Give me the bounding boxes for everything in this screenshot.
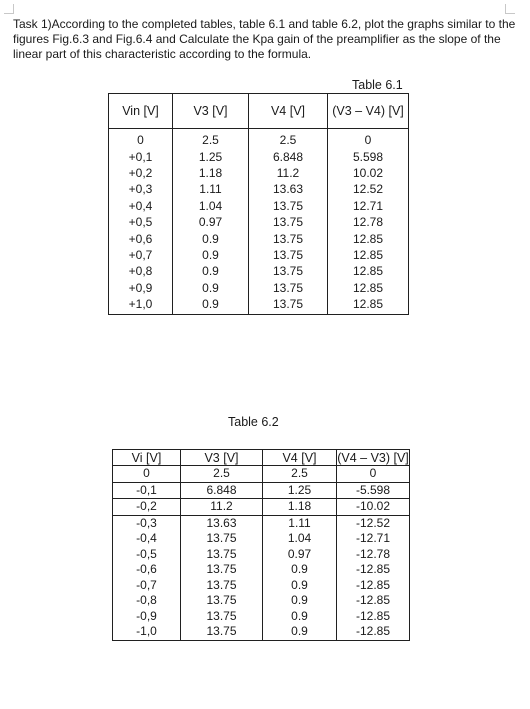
table-cell: -12.85 (337, 624, 410, 640)
table-cell: 10.02 (328, 165, 409, 181)
table-6-1-caption: Table 6.1 (352, 78, 403, 92)
table-row (109, 198, 409, 214)
table-cell: +0,1 (109, 148, 173, 164)
table-cell: -12.78 (337, 547, 410, 563)
table-cell: 2.5 (181, 466, 263, 483)
table-cell: 0.9 (173, 230, 249, 246)
table-cell: 0 (337, 466, 410, 483)
table-cell: 13.75 (249, 214, 328, 230)
table-6-2 (112, 449, 410, 641)
table-row (113, 562, 410, 578)
table-row (109, 129, 409, 149)
table-row (113, 609, 410, 625)
table-row (109, 181, 409, 197)
table-cell: 0.9 (173, 296, 249, 315)
table-cell: 1.25 (263, 482, 337, 499)
table-cell: -12.85 (337, 593, 410, 609)
table-cell: 0.9 (263, 624, 337, 640)
table-cell: 12.85 (328, 263, 409, 279)
table-cell: 12.52 (328, 181, 409, 197)
table-cell: 0.9 (263, 562, 337, 578)
table-cell: 0.9 (263, 593, 337, 609)
table-cell: 5.598 (328, 148, 409, 164)
header-cell: (V4 – V3) [V] (337, 450, 409, 465)
table-cell: 12.85 (328, 280, 409, 296)
table-row (113, 547, 410, 563)
table-cell: 2.5 (173, 129, 249, 149)
table-cell: -12.85 (337, 609, 410, 625)
table-cell: 12.85 (328, 230, 409, 246)
table-cell: 0 (328, 129, 409, 149)
header-cell: V4 [V] (263, 450, 337, 466)
table-cell: -0,8 (113, 593, 181, 609)
table-cell: -10.02 (337, 499, 410, 516)
table-cell: 0.9 (263, 578, 337, 594)
table-cell: 13.75 (181, 562, 263, 578)
table-cell: -0,4 (113, 531, 181, 547)
task-description: Task 1)According to the completed tables, table 6.1 and table 6.2, plot the graphs similar to the figures Fig.6.3 and Fig.6.4 and Calculate the Kpa gain of the preamplifier as the slope of the linear part of this characteristic according to the formula. (13, 17, 516, 61)
table-row (113, 515, 410, 531)
table-cell: 13.63 (181, 515, 263, 531)
table-cell: 0.9 (173, 247, 249, 263)
table-cell: -0,7 (113, 578, 181, 594)
table-cell: 13.75 (249, 296, 328, 315)
table-cell: +0,2 (109, 165, 173, 181)
header-cell: V4 [V] (249, 94, 328, 129)
table-cell: 13.63 (249, 181, 328, 197)
table-cell: 13.75 (181, 578, 263, 594)
table-row (109, 148, 409, 164)
table-cell: -0,2 (113, 499, 181, 516)
table-cell: 0.9 (173, 280, 249, 296)
table-cell: 0.97 (173, 214, 249, 230)
table-header-row (109, 94, 409, 129)
table-6-2-caption: Table 6.2 (228, 415, 279, 429)
table-cell: +0,4 (109, 198, 173, 214)
table-cell: 0.9 (263, 609, 337, 625)
table-cell: 13.75 (249, 247, 328, 263)
table-row (113, 466, 410, 483)
table-cell: 13.75 (181, 593, 263, 609)
table-cell: 13.75 (249, 263, 328, 279)
page-corner-mark-right (505, 4, 515, 14)
table-row (109, 296, 409, 315)
table-cell: 2.5 (263, 466, 337, 483)
table-cell: 11.2 (249, 165, 328, 181)
page-corner-mark-left (4, 4, 14, 14)
table-cell: +0,8 (109, 263, 173, 279)
table-cell: 13.75 (249, 230, 328, 246)
table-cell: -5.598 (337, 482, 410, 499)
table-cell: -1,0 (113, 624, 181, 640)
table-cell: +0,3 (109, 181, 173, 197)
table-cell: 13.75 (249, 198, 328, 214)
header-cell: Vin [V] (109, 94, 173, 129)
table-cell: -0,9 (113, 609, 181, 625)
table-cell: 1.11 (263, 515, 337, 531)
table-6-2-body (113, 466, 410, 641)
table-cell: 1.25 (173, 148, 249, 164)
table-cell: +0,9 (109, 280, 173, 296)
table-row (113, 624, 410, 640)
table-cell: 6.848 (181, 482, 263, 499)
table-cell: 13.75 (181, 531, 263, 547)
table-cell: 1.18 (263, 499, 337, 516)
header-cell: V3 [V] (173, 94, 249, 129)
table-cell: 1.04 (263, 531, 337, 547)
table-cell: -12.71 (337, 531, 410, 547)
table-cell: 12.85 (328, 247, 409, 263)
table-cell: 13.75 (181, 547, 263, 563)
table-row (109, 263, 409, 279)
table-cell: 0.9 (173, 263, 249, 279)
table-cell: -12.85 (337, 562, 410, 578)
table-cell: 1.18 (173, 165, 249, 181)
table-cell: 11.2 (181, 499, 263, 516)
table-cell: -0,5 (113, 547, 181, 563)
table-row (113, 482, 410, 499)
table-cell: 0 (109, 129, 173, 149)
header-cell: V3 [V] (181, 450, 263, 466)
table-cell: 12.71 (328, 198, 409, 214)
table-row (109, 165, 409, 181)
table-cell: 6.848 (249, 148, 328, 164)
table-row (109, 214, 409, 230)
table-6-1 (108, 93, 409, 315)
table-cell: 2.5 (249, 129, 328, 149)
table-header-row (113, 450, 410, 466)
table-cell: +0,6 (109, 230, 173, 246)
table-row (113, 593, 410, 609)
table-cell: 0 (113, 466, 181, 483)
table-6-1-body (109, 129, 409, 315)
table-cell: 12.78 (328, 214, 409, 230)
table-cell: 12.85 (328, 296, 409, 315)
table-cell: 13.75 (249, 280, 328, 296)
table-cell: -0,1 (113, 482, 181, 499)
table-cell: -12.52 (337, 515, 410, 531)
table-cell: 13.75 (181, 609, 263, 625)
header-cell: Vi [V] (113, 450, 181, 466)
table-row (109, 230, 409, 246)
table-row (113, 499, 410, 516)
table-cell: +0,7 (109, 247, 173, 263)
table-cell: -0,3 (113, 515, 181, 531)
table-row (113, 531, 410, 547)
table-cell: 0.97 (263, 547, 337, 563)
table-row (109, 280, 409, 296)
table-cell: 13.75 (181, 624, 263, 640)
table-row (113, 578, 410, 594)
header-cell: (V3 – V4) [V] (328, 94, 409, 129)
table-cell: +0,5 (109, 214, 173, 230)
table-cell: -12.85 (337, 578, 410, 594)
table-cell: 1.04 (173, 198, 249, 214)
table-row (109, 247, 409, 263)
table-cell: 1.11 (173, 181, 249, 197)
table-cell: +1,0 (109, 296, 173, 315)
table-cell: -0,6 (113, 562, 181, 578)
